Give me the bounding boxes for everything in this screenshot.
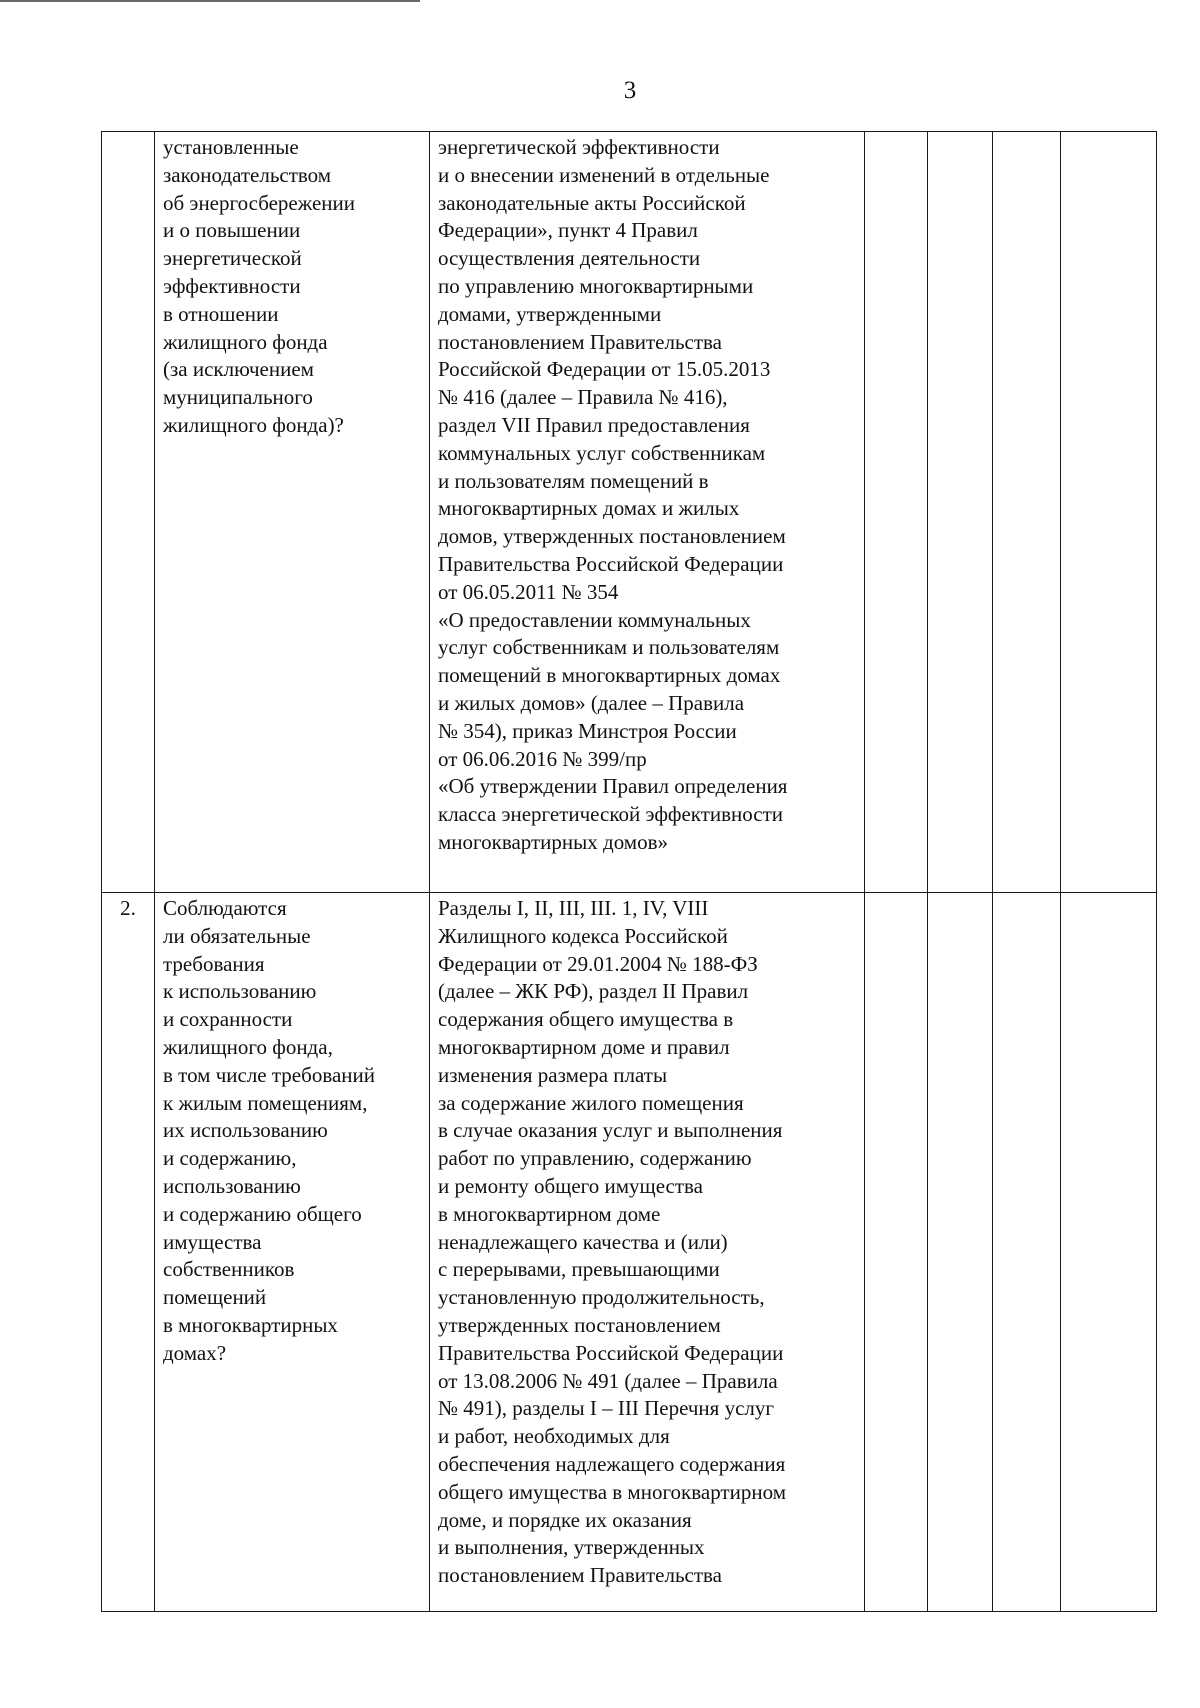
question-line: жилищного фонда, [163, 1034, 333, 1059]
reference-line: и ремонту общего имущества [438, 1173, 704, 1198]
question-line: и содержанию общего [163, 1201, 362, 1226]
answer-no-cell [928, 893, 993, 1612]
reference-line: Разделы I, II, III, III. 1, IV, VIII [438, 896, 709, 920]
reference-line: от 13.08.2006 № 491 (далее – Правила [438, 1368, 778, 1393]
reference-line: содержания общего имущества в [438, 1007, 734, 1032]
reference-line: общего имущества в многоквартирном [438, 1479, 786, 1504]
reference-line: домами, утвержденными [438, 301, 662, 326]
question-cell [155, 893, 430, 1612]
question-line: Соблюдаются [163, 896, 287, 920]
reference-line: многоквартирных домах и жилых [438, 496, 740, 521]
reference-line: законодательные акты Российской [438, 190, 746, 215]
answer-not-applicable-cell [993, 893, 1061, 1612]
notes-cell [1061, 132, 1157, 893]
reference-line: Федерации», пункт 4 Правил [438, 218, 698, 243]
answer-not-applicable-cell [993, 132, 1061, 893]
reference-line: с перерывами, превышающими [438, 1257, 720, 1282]
reference-line: «Об утверждении Правил определения [438, 774, 788, 799]
reference-line: и работ, необходимых для [438, 1424, 670, 1449]
reference-line: «О предоставлении коммунальных [438, 607, 751, 632]
question-line: муниципального [163, 385, 313, 410]
question-line: в отношении [163, 301, 279, 326]
reference-line: утвержденных постановлением [438, 1312, 721, 1337]
question-line: собственников [163, 1257, 295, 1282]
reference-line: в многоквартирном доме [438, 1201, 661, 1226]
reference-line: осуществления деятельности [438, 246, 701, 271]
notes-cell [1061, 893, 1157, 1612]
question-line: жилищного фонда [163, 329, 328, 354]
reference-line: многоквартирном доме и правил [438, 1034, 730, 1059]
table-row [102, 132, 1157, 893]
reference-line: помещений в многоквартирных домах [438, 663, 781, 688]
question-line: требования [163, 951, 265, 976]
row-number-cell [102, 132, 155, 893]
question-line: к жилым помещениям, [163, 1090, 368, 1115]
reference-line: (далее – ЖК РФ), раздел II Правил [438, 979, 749, 1004]
reference-line: от 06.05.2011 № 354 [438, 579, 619, 604]
reference-line: постановлением Правительства [438, 1563, 723, 1588]
row-number-cell: 2. [102, 893, 155, 1612]
reference-line: № 354), приказ Минстроя России [438, 718, 737, 743]
reference-line: класса энергетической эффективности [438, 802, 784, 827]
reference-line: и пользователям помещений в [438, 468, 709, 493]
reference-line: Правительства Российской Федерации [438, 551, 784, 576]
reference-line: Правительства Российской Федерации [438, 1340, 784, 1365]
question-line: в том числе требований [163, 1062, 375, 1087]
answer-no-cell [928, 132, 993, 893]
question-line: и сохранности [163, 1007, 293, 1032]
reference-line: и выполнения, утвержденных [438, 1535, 705, 1560]
question-line: использованию [163, 1173, 301, 1198]
question-line: (за исключением [163, 357, 314, 382]
reference-line: энергетической эффективности [438, 135, 720, 159]
reference-line: Федерации от 29.01.2004 № 188-ФЗ [438, 951, 758, 976]
question-line: об энергосбережении [163, 190, 356, 215]
reference-line: в случае оказания услуг и выполнения [438, 1118, 783, 1143]
reference-line: коммунальных услуг собственникам [438, 440, 766, 465]
reference-line: услуг собственникам и пользователям [438, 635, 780, 660]
reference-line: Жилищного кодекса Российской [438, 923, 728, 948]
question-line: и о повышении [163, 218, 301, 243]
table-row [102, 893, 1157, 1612]
question-line: и содержанию, [163, 1146, 297, 1171]
reference-line: Российской Федерации от 15.05.2013 [438, 357, 771, 382]
checklist-table [101, 131, 1157, 1612]
reference-line: за содержание жилого помещения [438, 1090, 744, 1115]
answer-yes-cell [865, 893, 928, 1612]
question-line: ли обязательные [163, 923, 311, 948]
reference-line: обеспечения надлежащего содержания [438, 1451, 786, 1476]
reference-line: № 491), разделы I – III Перечня услуг [438, 1396, 774, 1421]
question-line: жилищного фонда)? [163, 412, 344, 437]
reference-line: доме, и порядке их оказания [438, 1507, 692, 1532]
question-line: имущества [163, 1229, 262, 1254]
question-line: в многоквартирных [163, 1312, 338, 1337]
question-line: помещений [163, 1285, 267, 1310]
reference-line: изменения размера платы [438, 1062, 668, 1087]
reference-line: многоквартирных домов» [438, 829, 669, 854]
legal-reference-cell [430, 132, 865, 893]
question-cell [155, 132, 430, 893]
reference-line: и жилых домов» (далее – Правила [438, 690, 745, 715]
reference-line: № 416 (далее – Правила № 416), [438, 385, 728, 410]
page-number: 3 [623, 77, 637, 104]
reference-line: раздел VII Правил предоставления [438, 412, 750, 437]
reference-line: работ по управлению, содержанию [438, 1146, 752, 1171]
reference-line: постановлением Правительства [438, 329, 723, 354]
reference-line: ненадлежащего качества и (или) [438, 1229, 728, 1254]
question-line: их использованию [163, 1118, 328, 1143]
reference-line: домов, утвержденных постановлением [438, 524, 786, 549]
reference-line: по управлению многоквартирными [438, 273, 754, 298]
scan-edge-line [0, 0, 420, 2]
question-line: законодательством [163, 162, 332, 187]
question-line: энергетической [163, 246, 302, 271]
answer-yes-cell [865, 132, 928, 893]
reference-line: от 06.06.2016 № 399/пр [438, 746, 647, 771]
reference-line: установленную продолжительность, [438, 1285, 765, 1310]
reference-line: и о внесении изменений в отдельные [438, 162, 770, 187]
question-line: эффективности [163, 273, 301, 298]
question-line: к использованию [163, 979, 317, 1004]
question-line: установленные [163, 135, 299, 159]
question-line: домах? [163, 1340, 227, 1365]
legal-reference-cell [430, 893, 865, 1612]
